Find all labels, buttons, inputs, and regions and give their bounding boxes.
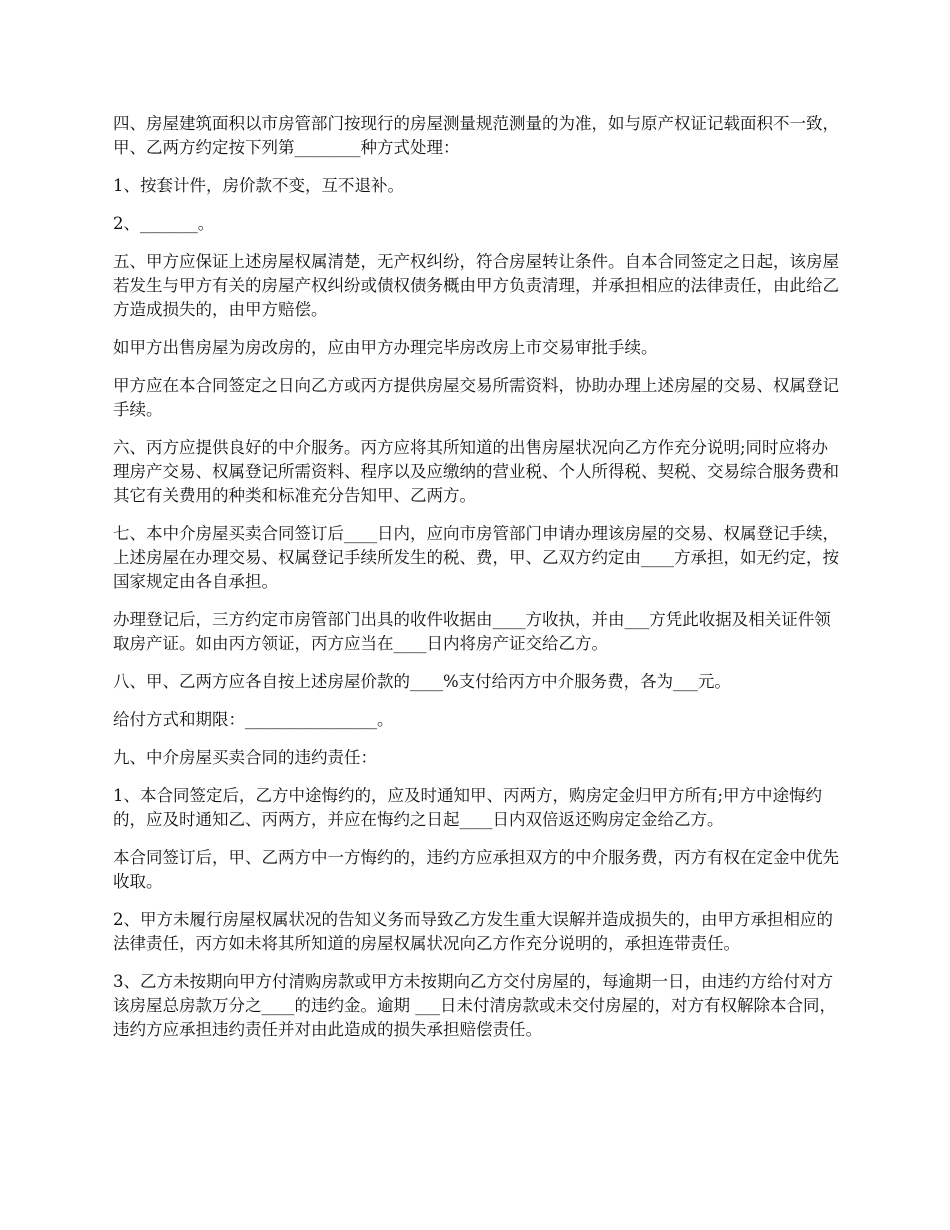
- paragraph-clause-6: 六、丙方应提供良好的中介服务。丙方应将其所知道的出售房屋状况向乙方作充分说明;同时应将办理房产交易、权属登记所需资料、程序以及应缴纳的营业税、个人所得税、契税、交易综合服务费和其它有关费用的种类和标准充分告知甲、乙两方。: [113, 438, 839, 505]
- paragraph-clause-9-item-1-fee: 本合同签订后，甲、乙两方中一方悔约的，违约方应承担双方的中介服务费，丙方有权在定金中优先收取。: [113, 848, 839, 891]
- paragraph-clause-5: 五、甲方应保证上述房屋权属清楚，无产权纠纷，符合房屋转让条件。自本合同签定之日起，该房屋若发生与甲方有关的房屋产权纠纷或债权债务概由甲方负责清理，并承担相应的法律责任，由此给乙方造成损失的，由甲方赔偿。: [113, 252, 839, 319]
- document-body: [113, 112, 843, 1056]
- paragraph-clause-9-item-1: 1、本合同签定后，乙方中途悔约的，应及时通知甲、丙两方，购房定金归甲方所有;甲方中途悔约的，应及时通知乙、丙两方，并应在悔约之日起____日内双倍返还购房定金给乙方。: [113, 786, 823, 829]
- paragraph-clause-4-option-2: 2、_______。: [113, 214, 215, 233]
- paragraph-clause-8-payment: 给付方式和期限：________________。: [113, 710, 394, 729]
- paragraph-clause-9-item-2: 2、甲方未履行房屋权属状况的告知义务而导致乙方发生重大误解并造成损失的，由甲方承担相应的法律责任，丙方如未将其所知道的房屋权属状况向乙方作充分说明的，承担连带责任。: [113, 910, 833, 953]
- paragraph-clause-9-item-3: 3、乙方未按期向甲方付清购房款或甲方未按期向乙方交付房屋的，每逾期一日，由违约方给付对方该房屋总房款万分之____的违约金。逾期 ___日未付清房款或未交付房屋的，对方有权解除本合同，违约方应承担违约责任并对由此造成的损失承担赔偿责任。: [113, 972, 836, 1039]
- paragraph-clause-9-heading: 九、中介房屋买卖合同的违约责任：: [113, 748, 377, 767]
- paragraph-clause-4: 四、房屋建筑面积以市房管部门按现行的房屋测量规范测量的为准，如与原产权证记载面积不一致，甲、乙两方约定按下列第________种方式处理：: [113, 114, 839, 157]
- paragraph-clause-5-housing-reform: 如甲方出售房屋为房改房的，应由甲方办理完毕房改房上市交易审批手续。: [113, 338, 658, 357]
- paragraph-clause-4-option-1: 1、按套计件，房价款不变，互不退补。: [113, 176, 404, 195]
- paragraph-clause-7-registration: 办理登记后，三方约定市房管部门出具的收件收据由____方收执，并由___方凭此收据及相关证件领取房产证。如由丙方领证，丙方应当在____日内将房产证交给乙方。: [113, 610, 831, 653]
- paragraph-clause-7: 七、本中介房屋买卖合同签订后____日内，应向市房管部门申请办理该房屋的交易、权属登记手续，上述房屋在办理交易、权属登记手续所发生的税、费，甲、乙双方约定由____方承担，如无约定，按国家规定由各自承担。: [113, 524, 839, 591]
- paragraph-clause-8: 八、甲、乙两方应各自按上述房屋价款的____%支付给丙方中介服务费，各为___元。: [113, 672, 731, 691]
- paragraph-clause-5-documents: 甲方应在本合同签定之日向乙方或丙方提供房屋交易所需资料，协助办理上述房屋的交易、权属登记手续。: [113, 376, 839, 419]
